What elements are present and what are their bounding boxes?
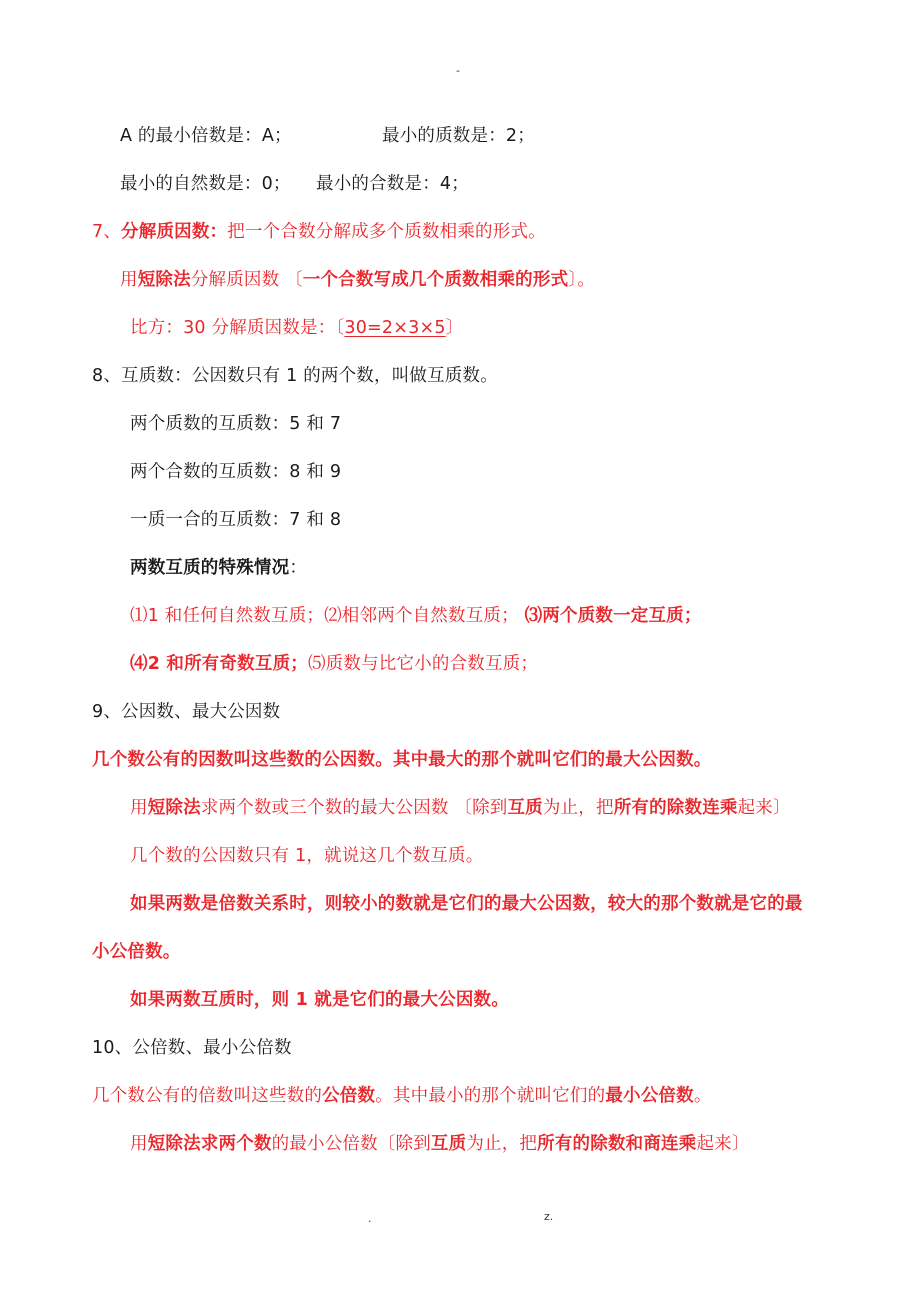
common-factor-definition-text: 几个数公有的因数叫这些数的公因数。其中最大的那个就叫它们的最大公因数。 [92,750,712,770]
lcm-end: 起来〕 [696,1134,750,1154]
coprime-cases-1-2: ⑴1 和任何自然数互质；⑵相邻两个自然数互质； [130,606,519,626]
gcd-mid: 求两个数或三个数的最大公因数 〔除到 [200,798,508,818]
cm-def-mid: 。其中最小的那个就叫它们的 [375,1086,606,1106]
section-10-text: 10、公倍数、最小公倍数 [92,1038,292,1058]
min-prime-text: 最小的质数是：2； [382,126,535,146]
coprime-case-3: ⑶两个质数一定互质； [524,606,702,626]
coprime-case-4: ⑷2 和所有奇数互质； [130,654,308,674]
min-composite-text: 最小的合数是：4； [316,174,469,194]
coprime-note-text: 几个数的公因数只有 1，就说这几个数互质。 [130,846,484,866]
line-coprime-cases-1 [130,604,702,628]
gcd-until: 为止，把 [542,798,614,818]
coprime-gcd-text: 如果两数互质时，则 1 就是它们的最大公因数。 [130,990,509,1010]
lcm-prefix: 用 [130,1134,148,1154]
line-min-multiple [120,124,292,148]
line-short-division-lcm [130,1132,750,1156]
short-division-term: 短除法 [137,270,191,290]
gcd-short-division: 短除法 [147,798,201,818]
short-division-emphasis: 一个合数写成几个质数相乘的形式 [302,270,569,290]
factor-example-prefix: 比方：30 分解质因数是：〔 [130,318,345,338]
cm-def-end: 。 [693,1086,712,1106]
line-multiple-relation [130,892,803,916]
coprime-special-title: 两数互质的特殊情况 [130,558,290,578]
section-9-text: 9、公因数、最大公因数 [92,702,281,722]
footer-mark-right: z. [544,1210,554,1223]
coprime-case-5: ⑸质数与比它小的合数互质； [307,654,539,674]
line-coprime-primes [130,412,341,436]
line-min-natural [120,172,291,196]
line-coprime-special-heading [130,556,307,580]
section-8-text: 8、互质数：公因数只有 1 的两个数，叫做互质数。 [92,366,498,386]
gcd-end: 起来〕 [737,798,791,818]
line-factor-example [130,316,463,340]
line-min-prime [382,124,535,148]
line-coprime-mixed [130,508,341,532]
line-coprime-composites [130,460,341,484]
line-common-multiple-definition [92,1084,712,1108]
gcd-multiply-divisors: 所有的除数连乘 [613,798,738,818]
lcm-until: 为止，把 [466,1134,538,1154]
footer-mark-left: . [368,1212,372,1225]
lcm-multiply: 所有的除数和商连乘 [537,1134,697,1154]
gcd-coprime: 互质 [507,798,543,818]
multiple-relation-cont-text: 小公倍数。 [92,942,181,962]
line-min-composite [316,172,469,196]
coprime-composites-text: 两个合数的互质数：8 和 9 [130,462,342,482]
short-division-end: 〕。 [568,270,595,290]
factor-example-end: 〕 [445,318,464,338]
coprime-special-colon: ： [289,558,308,578]
section-9-heading [92,700,280,724]
section-10-heading [92,1036,292,1060]
lcm-mid: 的最小公倍数〔除到 [271,1134,431,1154]
section-8-heading [92,364,498,388]
coprime-mixed-text: 一质一合的互质数：7 和 8 [130,510,342,530]
factor-example-formula: 30=2×3×5 [344,318,446,338]
line-multiple-relation-cont [92,940,181,964]
lcm-short-division: 短除法求两个数 [147,1134,272,1154]
cm-def-prefix: 几个数公有的倍数叫这些数的 [92,1086,323,1106]
line-common-factor-definition [92,748,712,772]
line-short-division-factor [120,268,595,292]
line-coprime-note [130,844,483,868]
header-mark: - [456,64,460,77]
coprime-primes-text: 两个质数的互质数：5 和 7 [130,414,342,434]
line-coprime-cases-2 [130,652,538,676]
line-short-division-gcd [130,796,791,820]
short-division-mid: 分解质因数 〔 [190,270,303,290]
gcd-prefix: 用 [130,798,148,818]
line-coprime-gcd [130,988,509,1012]
section-7-definition: 把一个合数分解成多个质数相乘的形式。 [227,222,546,242]
section-7-term: 分解质因数： [121,222,228,242]
section-7-heading [92,220,546,244]
lcm-coprime: 互质 [430,1134,467,1154]
min-multiple-text: A 的最小倍数是：A； [120,126,292,146]
min-natural-text: 最小的自然数是：0； [120,174,291,194]
short-division-prefix: 用 [120,270,138,290]
multiple-relation-text: 如果两数是倍数关系时，则较小的数就是它们的最大公因数，较大的那个数就是它的最 [130,894,803,914]
cm-def-term: 公倍数 [322,1086,376,1106]
section-7-number: 7、 [92,222,122,242]
cm-def-lcm: 最小公倍数 [605,1086,694,1106]
